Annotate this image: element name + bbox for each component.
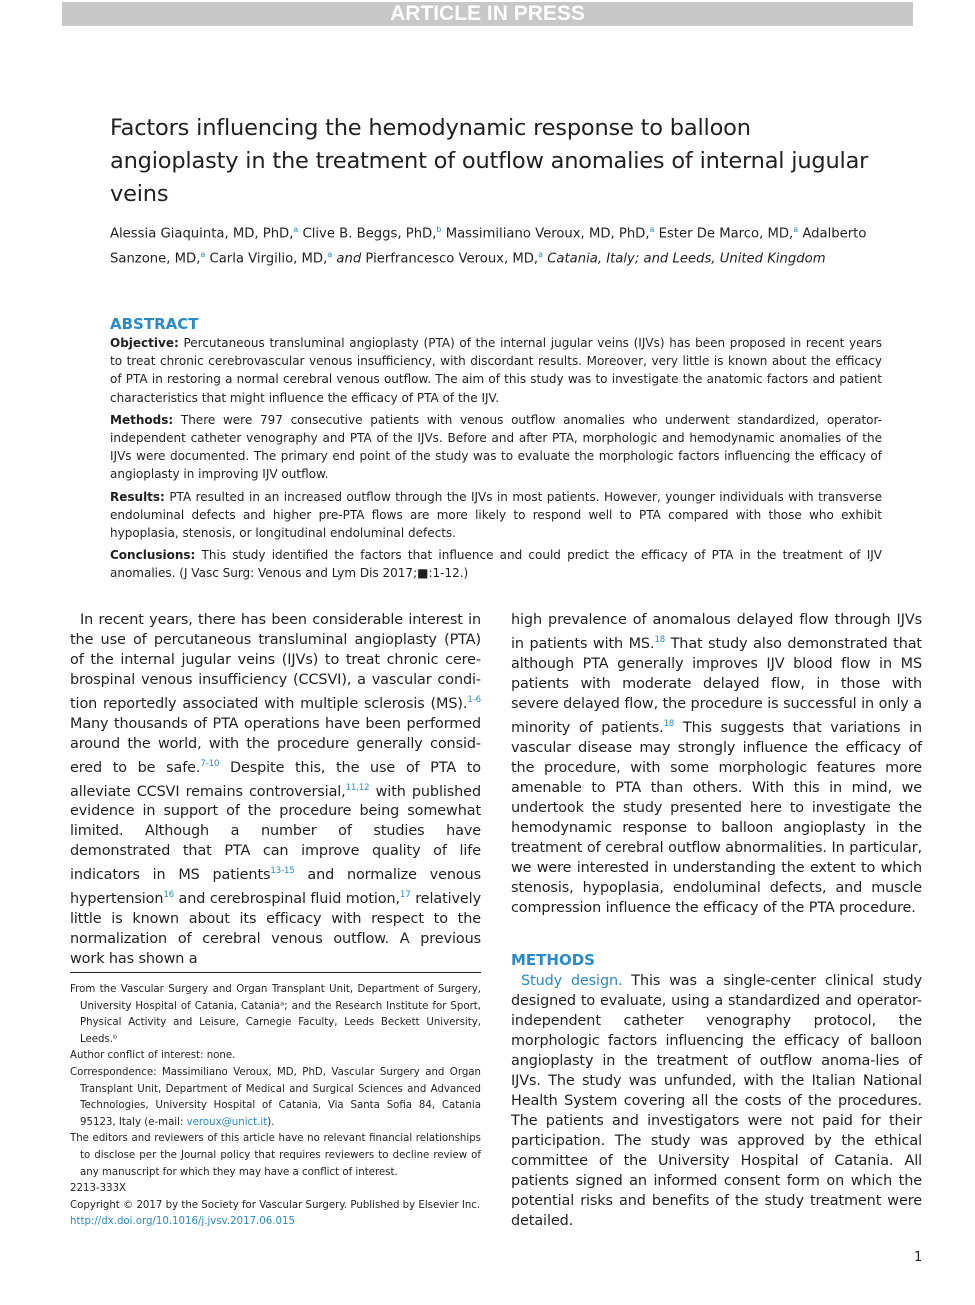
intro-paragraph [70,610,481,969]
footnote-conflict: Author conflict of interest: none. [70,1050,236,1062]
affiliation-marker: b [436,225,442,234]
abstract-heading: ABSTRACT [110,315,199,333]
author-name: Pierfrancesco Veroux, MD, [365,251,539,267]
body-text: This suggests that variations in vascular disease may strongly influence the efficacy of the procedure, with some morphologic features more amenable to PTA than others. With this in mind, we undertook the study presented here to investigate the hemodynamic response to balloon angioplasty in the treatment of cerebral outflow abnormalities. In particular, we were interested in understanding the extent to which stenosis, hypoplasia, endoluminal defects, and muscle compression influence the efficacy of the PTA procedure. [511,719,922,916]
abstract-conclusions [110,546,882,582]
affiliation-marker: a [293,225,299,234]
body-text: and normalize venous hypertension [70,867,481,907]
author-name: Carla Virgilio, MD, [209,251,328,267]
footnote-from: From the Vascular Surgery and Organ Transplant Unit, Department of Surgery, University Hospital of Catania, Cataniaᵃ; and the Research Institute for Sport, Physical Activity and Leisure, Carnegie Faculty, Leeds Beckett University, Leeds.ᵇ [70,984,481,1045]
affiliation-marker: a [793,225,799,234]
footnote-divider [70,972,481,973]
author-name: Alessia Giaquinta, MD, PhD, [110,226,294,242]
affiliation-marker: a [538,250,544,260]
citation-link[interactable]: 13-15 [270,866,295,877]
abstract-results [110,488,882,543]
citation-link[interactable]: 7-10 [200,758,220,769]
body-text: high prevalence of anomalous delayed flow through IJVs in patients with MS. [511,612,922,652]
citation-link[interactable]: 18 [663,718,675,729]
section-text: There were 797 consecutive patients with venous outflow anomalies who underwent standardized, operator-independent catheter venography and PTA of the IJVs. Before and after PTA, morphologic and hemodynamic anomalies of the IJVs were documented. The primary end point of the study was to evaluate the morphologic factors influencing the efficacy of angioplasty in improving IJV outflow. [110,412,882,482]
authors-and: and [336,251,362,267]
intro-left-column [70,610,481,969]
author-list [110,219,900,270]
body-text: relatively little is known about its efficacy with respect to the normalization of cerebral venous outflow. A previous work has shown a [70,890,482,967]
banner-text: ARTICLE IN PRESS [390,2,585,25]
author-location: Catania, Italy; and Leeds, United Kingdom [547,251,826,267]
body-text: Despite this, the use of PTA to alleviate CCSVI remains controversial, [70,759,481,800]
section-text: PTA resulted in an increased outflow through the IJVs in most patients. However, younger individuals with transverse endoluminal defects and higher pre-PTA flows are more likely to respond well to PTA compared with those who exhibit hypoplasia, stenosis, or longitudinal endoluminal defects. [110,489,882,541]
body-text: with published evidence in support of the procedure being somewhat limited. Although a number of studies have demonstrated that PTA can improve quality of life indicators in MS patients [70,783,481,884]
citation-link[interactable]: 1-6 [467,695,481,705]
methods-column [511,971,922,1231]
section-label: Results: [110,489,165,504]
body-text: This was a single-center clinical study designed to evaluate, using a standardized and operator-independent catheter venography protocol, the morphologic factors influencing the efficacy of balloon angioplasty in the treatment of outflow anoma-lies of IJVs. The study was unfunded, with the Italian National Health System covering all the costs of the procedures. The patients and investigators were not paid for their participation. The study was approved by the ethical committee of the University Hospital of Catania. All patients signed an informed consent form on which the potential risks and benefits of the study treatment were detailed. [511,973,922,1229]
article-in-press-banner [62,2,913,26]
affiliation-marker: a [327,250,333,260]
doi-link[interactable]: http://dx.doi.org/10.1016/j.jvsv.2017.06.015 [70,1216,295,1228]
affiliation-marker: a [649,225,655,234]
section-text: Percutaneous transluminal angioplasty (PTA) of the internal jugular veins (IJVs) has been proposed in recent years to treat chronic cerebrovascular venous insufficiency, with discordant results. Moreover, very little is known about the efficacy of PTA in restoring a normal cerebral venous outflow. The aim of this study was to investigate the anatomic factors and patient characteristics that might influence the efficacy of PTA of the IJV. [110,336,882,405]
copyright: Copyright © 2017 by the Society for Vascular Surgery. Published by Elsevier Inc. [70,1199,481,1211]
author-name: Ester De Marco, MD, [658,226,794,242]
section-label: Objective: [110,336,179,350]
citation-link[interactable]: 11,12 [345,782,370,793]
author-name: Adalberto Sanzone, MD, [110,226,867,267]
footnote-correspondence [70,1065,481,1131]
correspondence-text: Correspondence: Massimiliano Veroux, MD, PhD, Vascular Surgery and Organ Transplant Unit, Department of Medical and Surgical Sciences and Advanced Technologies, University Hospital of Catania, Via Santa Sofia 84, Catania 95123, Italy (e-mail: [70,1066,481,1128]
citation-link[interactable]: 18 [654,635,666,645]
footnotes [70,982,481,1231]
author-name: Massimiliano Veroux, MD, PhD, [445,226,650,242]
article-title: Factors influencing the hemodynamic response to balloon angioplasty in the treatment of outflow anomalies of internal jugular veins [110,115,869,207]
abstract [110,314,882,587]
citation-link[interactable]: 17 [400,890,411,901]
correspondence-end: ). [267,1116,275,1128]
study-design-runin: Study design. [521,973,623,989]
issn: 2213-333X [70,1183,127,1195]
section-text: This study identified the factors that influence and could predict the efficacy of PTA in the treatment of IJV anomalies. (J Vasc Surg: Venous and Lym Dis 2017;■:1-12.) [110,548,882,581]
body-text: Many thousands of PTA operations have been performed around the world, with the procedure generally consid-ered to be safe. [70,715,481,776]
body-text: and cerebrospinal fluid motion, [174,890,401,907]
author-name: Clive B. Beggs, PhD, [302,226,437,242]
body-text: In recent years, there has been considerable interest in the use of percutaneous transluminal angioplasty (PTA) of the internal jugular veins (IJVs) to treat chronic cere-brospinal venous insufficiency (CCSVI), a vascular condi-tion reportedly associated with multiple sclerosis (MS). [70,612,481,712]
page-number: 1 [914,1250,923,1265]
affiliation-marker: a [200,250,206,260]
intro-right-column [511,610,922,918]
methods-heading: METHODS [511,951,595,969]
footnote-editors: The editors and reviewers of this article have no relevant financial relationships to disclose per the Journal policy that requires reviewers to decline review of any manuscript for which they may have a conflict of interest. [70,1133,481,1178]
section-label: Conclusions: [110,548,196,563]
section-label: Methods: [110,412,174,427]
email-link[interactable]: veroux@unict.it [186,1116,268,1128]
intro-paragraph [511,610,922,918]
abstract-objective [110,334,882,407]
citation-link[interactable]: 16 [163,890,175,901]
methods-paragraph [511,971,922,1231]
abstract-methods [110,411,882,484]
body-text: That study also demonstrated that although PTA generally improves IJV blood flow in MS patients with moderate delayed flow, in those with severe delayed flow, the procedure is successful in only a minority of patients. [511,635,922,736]
